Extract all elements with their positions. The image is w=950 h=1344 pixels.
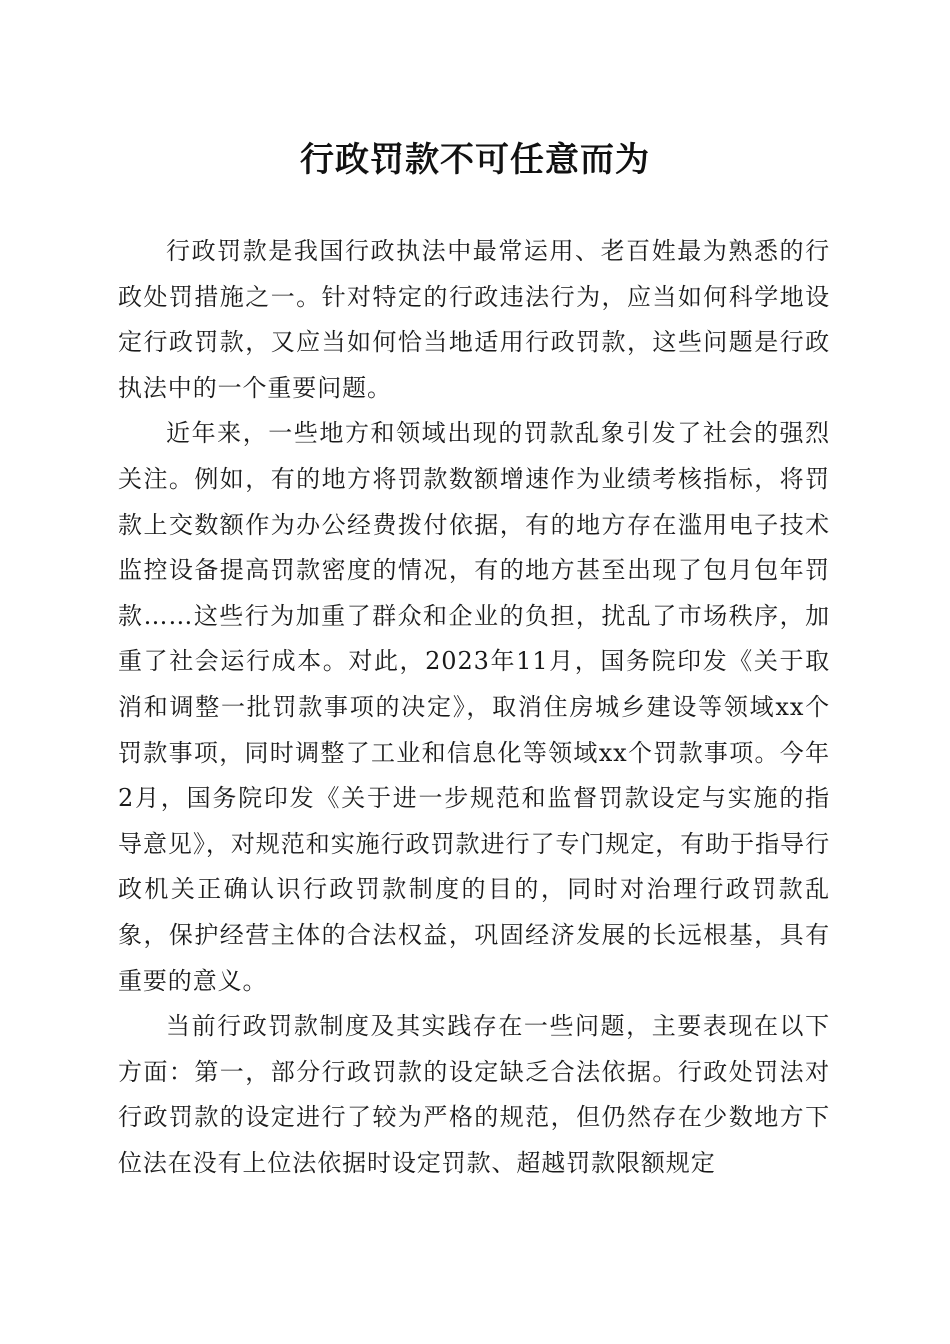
paragraph: 近年来，一些地方和领域出现的罚款乱象引发了社会的强烈关注。例如，有的地方将罚款数额增速作为业绩考核指标，将罚款上交数额作为办公经费拨付依据，有的地方存在滥用电子技术监控设备提高罚款密度的情况，有的地方甚至出现了包月包年罚款……这些行为加重了群众和企业的负担，扰乱了市场秩序，加重了社会运行成本。对此，2023年11月，国务院印发《关于取消和调整一批罚款事项的决定》，取消住房城乡建设等领域xx个罚款事项，同时调整了工业和信息化等领域xx个罚款事项。今年2月，国务院印发《关于进一步规范和监督罚款设定与实施的指导意见》，对规范和实施行政罚款进行了专门规定，有助于指导行政机关正确认识行政罚款制度的目的，同时对治理行政罚款乱象，保护经营主体的合法权益，巩固经济发展的长远根基，具有重要的意义。 (118, 419, 830, 995)
document-title: 行政罚款不可任意而为 (300, 140, 650, 180)
paragraph: 行政罚款是我国行政执法中最常运用、老百姓最为熟悉的行政处罚措施之一。针对特定的行政违法行为，应当如何科学地设定行政罚款，又应当如何恰当地适用行政罚款，这些问题是行政执法中的一个重要问题。 (118, 237, 830, 402)
paragraph: 当前行政罚款制度及其实践存在一些问题，主要表现在以下方面：第一，部分行政罚款的设定缺乏合法依据。行政处罚法对行政罚款的设定进行了较为严格的规范，但仍然存在少数地方下位法在没有上位法依据时设定罚款、超越罚款限额规定 (118, 1012, 830, 1177)
document-body (118, 229, 830, 1186)
